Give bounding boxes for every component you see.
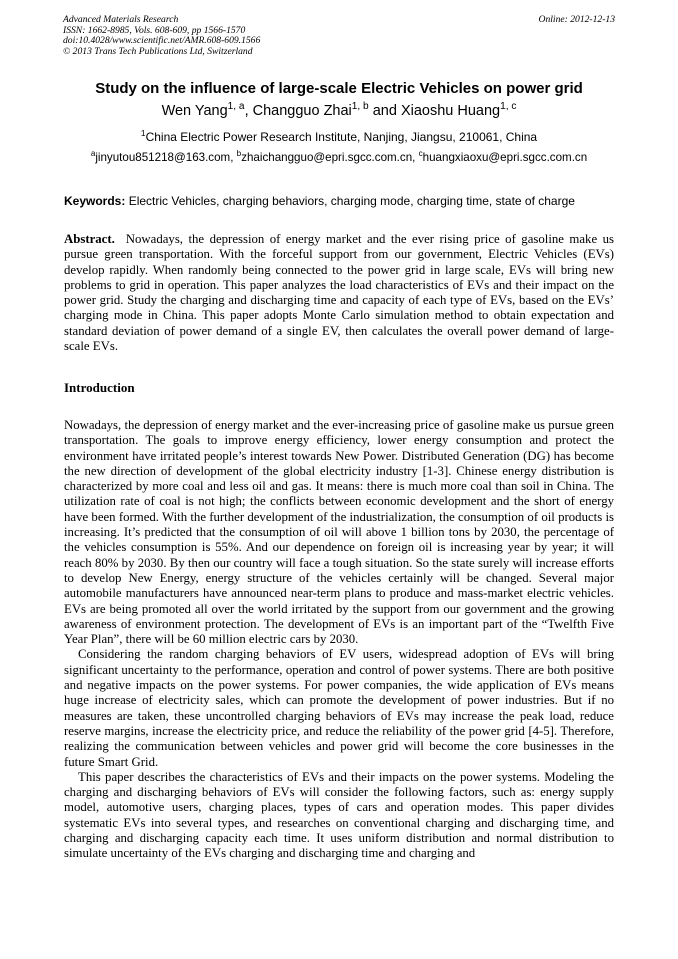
email-mark: a (90, 148, 96, 158)
email-address: zhaichangguo@epri.sgcc.com.cn (241, 151, 413, 164)
abstract-text: Nowadays, the depression of energy market and the ever rising price of gasoline make us pursue green transportation. With the forceful support from our government, Electric Vehicles (EVs) develop rapidly. When randomly being connected to the power grid in large scale, EVs will bring new problems to grid in operation. This paper analyzes the load characteristics of EVs and their impact on the power grid. Study the charging and discharging time and capacity of each type of EVs, based on the EVs’ charging mode in China. This paper adopts Monte Carlo simulation method to obtain expectation and standard deviation of power demand of a single EV, then calculates the overall power demand of large-scale EVs. (64, 232, 614, 354)
email-address: huangxiaoxu@epri.sgcc.com.cn (422, 151, 588, 164)
email-mark: b (236, 148, 242, 158)
affiliation-mark: 1 (140, 127, 146, 138)
author-name: Xiaoshu Huang (400, 103, 501, 119)
keywords-text: Electric Vehicles, charging behaviors, charging mode, charging time, state of charge (128, 194, 575, 208)
author-separator: , (244, 103, 253, 119)
copyright-line: © 2013 Trans Tech Publications Ltd, Switzerland (63, 45, 253, 57)
email-separator: , (412, 151, 419, 164)
journal-header (63, 15, 615, 57)
online-date: Online: 2012-12-13 (538, 14, 615, 25)
email-separator: , (230, 151, 237, 164)
abstract (64, 232, 614, 354)
intro-paragraph: Nowadays, the depression of energy market and the ever-increasing price of gasoline make us pursue green transportation. The goals to improve energy efficiency, lower energy consumption and protect the environment have irritated people’s interest towards New Power. Distributed Generation (DG) has become the new direction of development of the global electricity industry [1-3]. Chinese energy distribution is characterized by more coal and less oil and gas. It means: there is much more coal than soil in China. The utilization rate of coal is not high; the conflicts between economic development and the short of energy have been formed. With the further development of the industrialization, the consumption of oil products is increasing. It’s predicted that the consumption of oil will above 1 billion tons by 2030, the percentage of the vehicles consumption is 55%. And our dependence on foreign oil is increasing year by year; it will reach 80% by 2030. By then our country will face a tough situation. So the state surely will increase efforts to develop New Energy, energy structure of the vehicles certainly will be changed. Several major automobile manufacturers have announced near-term plans to produce and mass-market electric vehicles. EVs are being promoted all over the world irritated by the support from our government and the growing awareness of environment protection. The development of EVs is an important part of the “Twelfth Five Year Plan”, there will be 60 million electric cars by 2030. (64, 418, 614, 647)
intro-paragraph: This paper describes the characteristics of EVs and their impacts on the power systems. Modeling the charging and discharging behaviors of EVs will consider the following factors, such as: energy supply model, automotive users, charging places, types of cars and operation modes. This paper divides systematic EVs into several types, and researches on conventional charging and discharging time, and charging and discharging capacity each time. It uses uniform distribution and normal distribution to simulate uncertainty of the EVs charging and discharging time and charging and (64, 769, 614, 861)
author-affiliation-mark: 1, b (351, 100, 369, 112)
email-mark: c (418, 148, 423, 158)
affiliation-text: China Electric Power Research Institute, Nanjing, Jiangsu, 210061, China (145, 130, 538, 144)
introduction-heading: Introduction (64, 380, 135, 395)
keywords (64, 194, 616, 208)
email-list (40, 148, 638, 164)
introduction-body (64, 418, 614, 862)
email-address: jinyutou851218@163.com (95, 151, 231, 164)
abstract-label: Abstract. (64, 232, 115, 246)
author-separator: and (368, 103, 401, 119)
paper-title: Study on the influence of large-scale Electric Vehicles on power grid (95, 80, 583, 97)
issn-line: ISSN: 1662-8985, Vols. 608-609, pp 1566-1570 (63, 24, 246, 36)
author-name: Wen Yang (161, 103, 228, 119)
author-name: Changguo Zhai (252, 103, 352, 119)
affiliation (40, 127, 638, 144)
keywords-label: Keywords: (64, 194, 126, 208)
intro-paragraph: Considering the random charging behaviors of EV users, widespread adoption of EVs will bring significant uncertainty to the performance, operation and control of power systems. There are both positive and negative impacts on the power systems. For power companies, the wide application of EVs means huge increase of electricity sales, which can promote the development of power industries. But if no measures are taken, these uncontrolled charging behaviors of EVs may increase the peak load, reduce reserve margins, increase the electricity price, and reduce the reliability of the power grid [4-5]. Therefore, realizing the communication between vehicles and power grid will become the core businesses in the future Smart Grid. (64, 647, 614, 769)
author-affiliation-mark: 1, c (500, 100, 517, 112)
doi-line: doi:10.4028/www.scientific.net/AMR.608-609.1566 (63, 35, 261, 47)
journal-name: Advanced Materials Research (63, 14, 179, 25)
author-list (40, 100, 638, 119)
author-affiliation-mark: 1, a (227, 100, 245, 112)
